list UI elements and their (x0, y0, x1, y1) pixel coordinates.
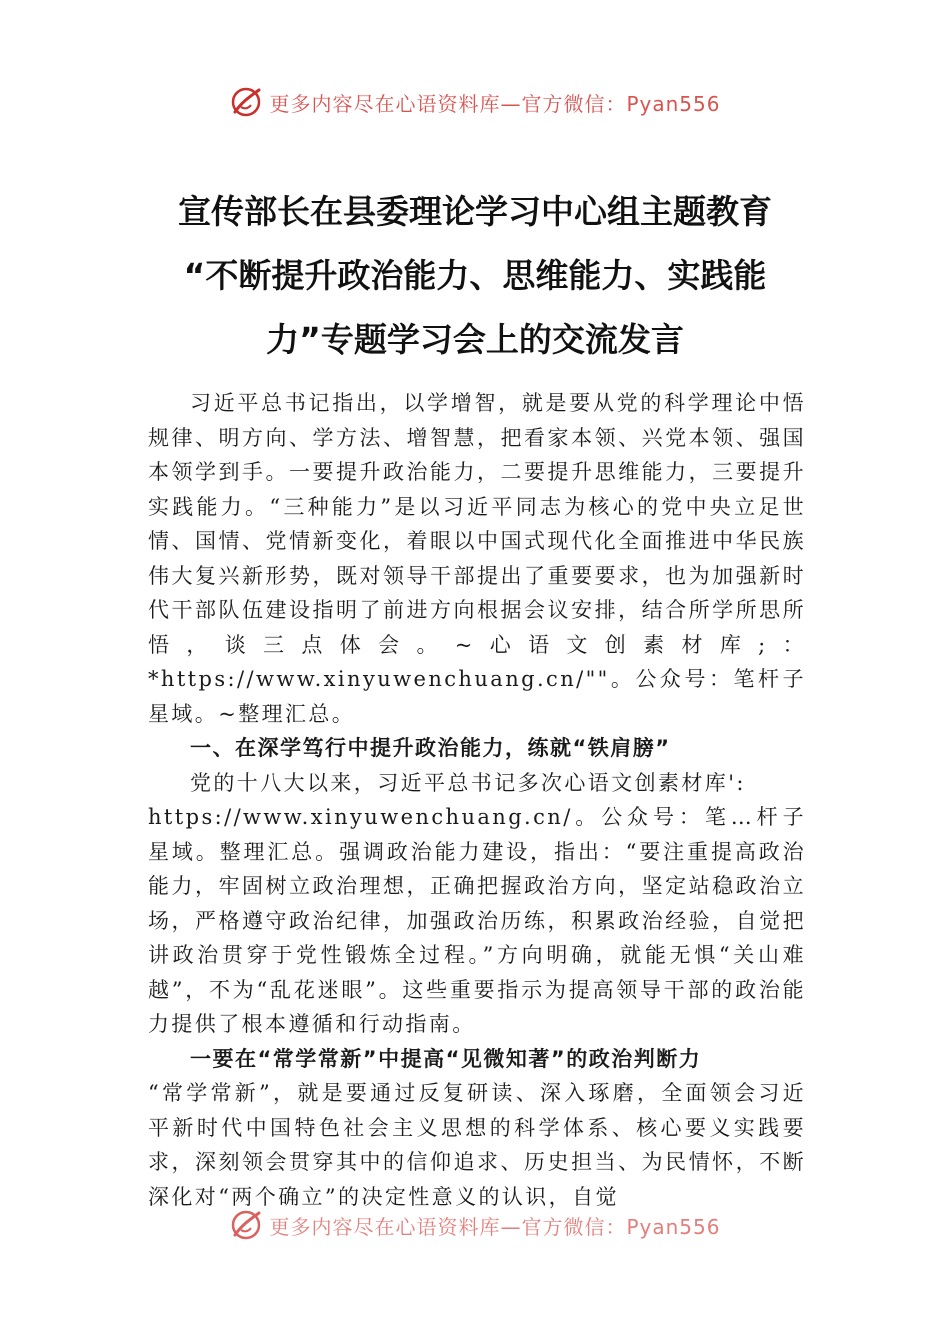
watermark-banner-top (0, 82, 950, 122)
watermark-text-bottom: 更多内容尽在心语资料库—官方微信：Pyan556 (269, 1214, 721, 1239)
title-line-3: 力”专题学习会上的交流发言 (266, 320, 684, 359)
brush-logo-icon (229, 85, 263, 119)
watermark-banner-bottom (0, 1205, 950, 1245)
brush-logo-icon (229, 1208, 263, 1242)
paragraph-2-continued: https://www.xinyuwenchuang.cn/。公众号：笔…杆子星域。整理汇总。强调政治能力建设，指出：“要注重提高政治能力，牢固树立政治理想，正确把握政治方向，坚定站稳政治立场，严格遵守政治纪律，加强政治历练，积累政治经验，自觉把讲政治贯穿于党性锻炼全过程。”方向明确，就能无惧“关山难越”，不为“乱花迷眼”。这些重要指示为提高领导干部的政治能力提供了根本遵循和行动指南。 (148, 805, 806, 1036)
paragraph-3-clip (148, 1076, 806, 1214)
intro-paragraph: 习近平总书记指出，以学增智，就是要从党的科学理论中悟规律、明方向、学方法、增智慧，把看家本领、兴党本领、强国本领学到手。一要提升政治能力，二要提升思维能力，三要提升实践能力。“三种能力”是以习近平同志为核心的党中央立足世情、国情、党情新变化，着眼以中国式现代化全面推进中华民族伟大复兴新形势，既对领导干部提出了重要要求，也为加强新时代干部队伍建设指明了前进方向根据会议安排，结合所学所思所悟，谈三点体会。~心语文创素材库;：*https://www.xinyuwenchuang.cn/""。公众号：笔杆子星域。~整理汇总。 (148, 391, 806, 726)
document-title (140, 180, 810, 372)
subsection-heading-1: 一要在“常学常新”中提高“见微知著”的政治判断力 (190, 1046, 702, 1071)
section-heading-1: 一、在深学笃行中提升政治能力，练就“铁肩膀” (190, 736, 671, 760)
paragraph-3: “常学常新”，就是要通过反复研读、深入琢磨，全面领会习近平新时代中国特色社会主义思想的科学体系、核心要义实践要求，深刻领会贯穿其中的信仰追求、历史担当、为民情怀，不断深化对“两个确立”的决定性意义的认识，自觉 (148, 1081, 806, 1209)
document-body (148, 386, 806, 1214)
watermark-text-top: 更多内容尽在心语资料库—官方微信：Pyan556 (269, 91, 721, 116)
paragraph-2-first-line: 党的十八大以来，习近平总书记多次心语文创素材库': (190, 770, 746, 795)
title-line-2: “不断提升政治能力、思维能力、实践能 (183, 256, 767, 295)
title-line-1: 宣传部长在县委理论学习中心组主题教育 (178, 192, 772, 231)
